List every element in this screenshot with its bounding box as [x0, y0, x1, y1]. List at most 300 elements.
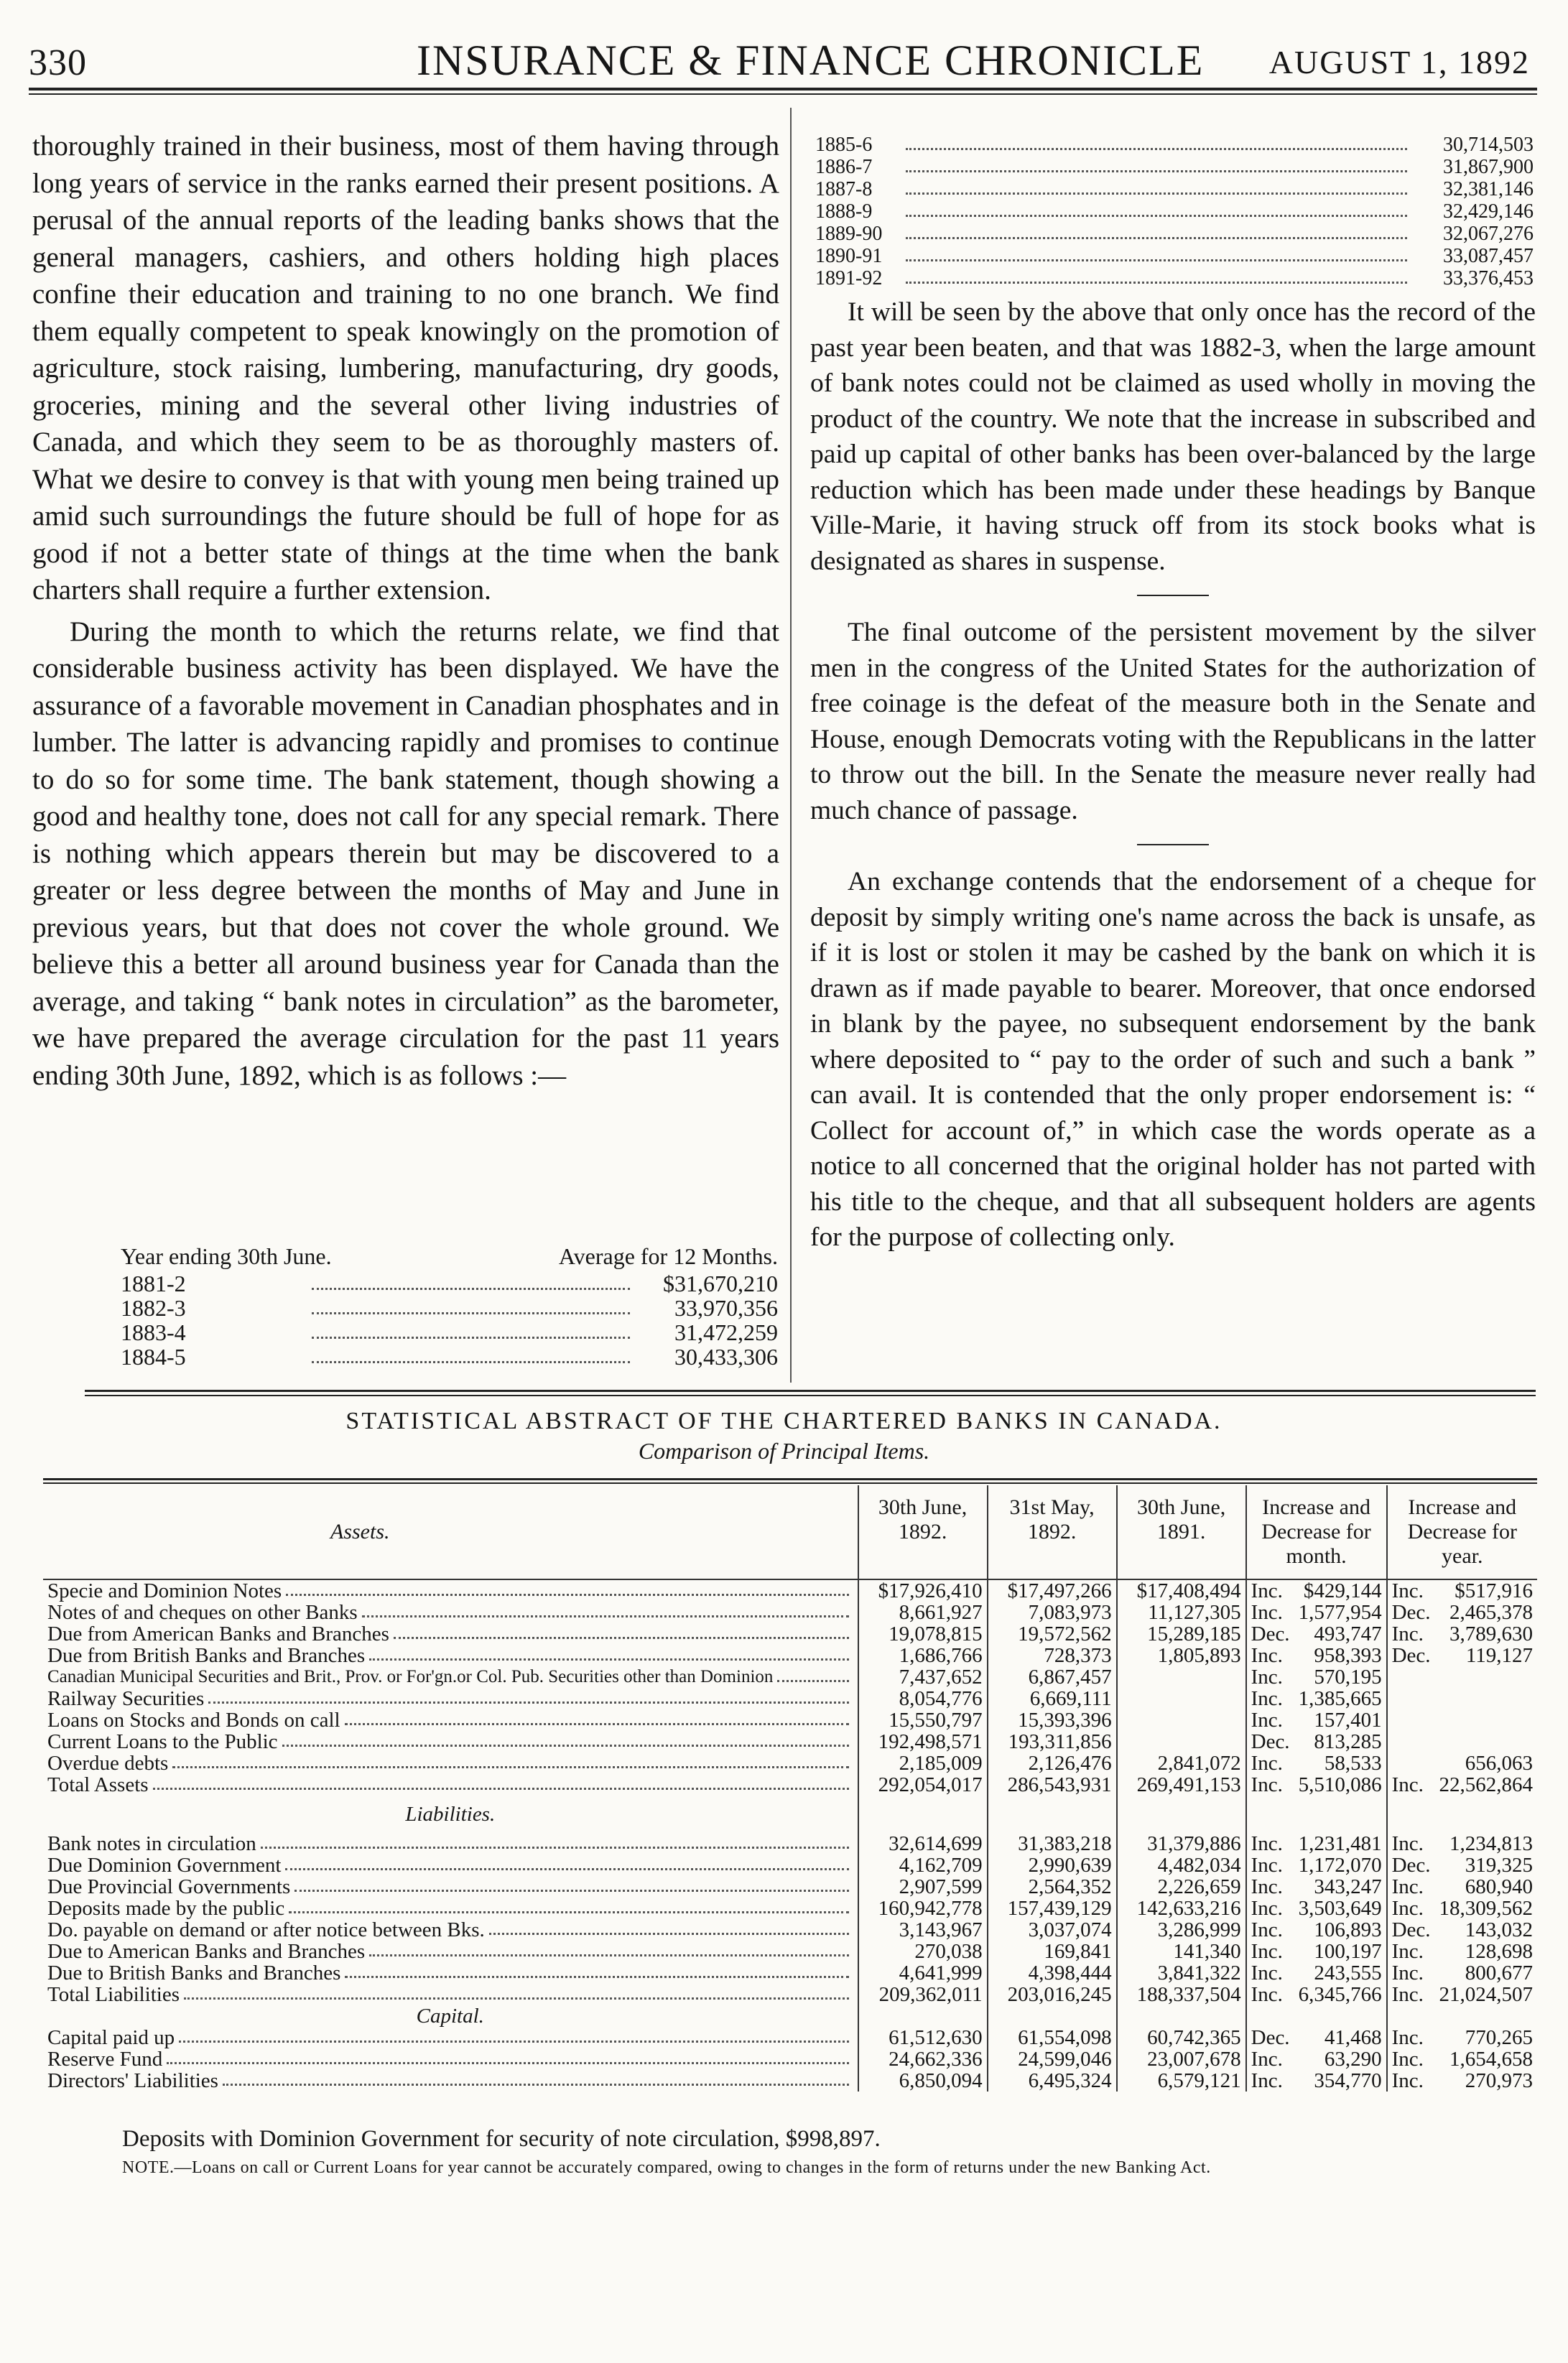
row-label-text: Due from British Banks and Branches: [47, 1644, 366, 1667]
value-cell: 169,841: [988, 1941, 1117, 1962]
right-paragraph-1: It will be seen by the above that only once has the record of the past year been beaten, and that was 1882-3, when the large amount of bank notes could not be claimed as used wholly in moving the product of the country. We note that the increase in subscribed and paid up capital of other banks has been over-balanced by the large reduction which has been made under these headings by Banque Ville-Marie, it having struck off from its stock books what is designated as shares in suspense.: [810, 297, 1536, 576]
avg-year: 1888-9: [815, 200, 873, 223]
value-cell: 2,841,072: [1117, 1752, 1246, 1774]
year-change-value: [1435, 1731, 1538, 1752]
month-change-value: 1,231,481: [1298, 1832, 1382, 1855]
row-label-text: Due Provincial Governments: [47, 1875, 291, 1898]
table-row: [43, 1941, 1537, 1962]
value-cell: [1117, 1688, 1246, 1709]
section-row: [43, 1796, 1537, 1833]
value-cell: 141,340: [1117, 1941, 1246, 1962]
avg-year: 1889-90: [815, 223, 883, 245]
leader-dots: [167, 2048, 848, 2064]
month-change-value: 41,468: [1324, 2026, 1382, 2049]
month-change-indicator: Dec.: [1246, 2027, 1294, 2048]
row-label-text: Current Loans to the Public: [47, 1730, 278, 1753]
deposits-note: Deposits with Dominion Government for security of note circulation, $998,897.: [122, 2126, 881, 2152]
value-cell: 1,805,893: [1117, 1645, 1246, 1666]
row-label-text: Due to American Banks and Branches: [47, 1940, 366, 1963]
row-label: [43, 1941, 858, 1962]
average-row: [121, 1271, 778, 1296]
month-change-value: 243,555: [1314, 1962, 1382, 1984]
statistics-table-body: [43, 1579, 1537, 2092]
year-change-indicator: Inc.: [1387, 1941, 1435, 1962]
month-change-indicator: Dec.: [1246, 1731, 1294, 1752]
value-cell: 15,550,797: [858, 1709, 988, 1731]
year-change-indicator: Inc.: [1387, 2027, 1435, 2048]
value-cell: 19,572,562: [988, 1623, 1117, 1645]
value-cell: 11,127,305: [1117, 1602, 1246, 1623]
value-cell: 7,437,652: [858, 1666, 988, 1688]
average-row: [815, 267, 1534, 289]
leader-dots: [369, 1941, 848, 1956]
value-cell: 15,393,396: [988, 1709, 1117, 1731]
row-label: [43, 1666, 858, 1688]
row-label-text: Directors' Liabilities: [47, 2069, 218, 2092]
value-cell: 2,185,009: [858, 1752, 988, 1774]
section-heading: Capital.: [416, 2005, 484, 2028]
value-cell: 6,867,457: [988, 1666, 1117, 1688]
average-header: Average for 12 Months.: [558, 1243, 778, 1269]
value-cell: 2,226,659: [1117, 1876, 1246, 1898]
table-top-rule: [43, 1478, 1537, 1480]
month-change-indicator: Inc.: [1246, 1579, 1294, 1602]
leader-dots: [906, 223, 1407, 239]
issue-date: AUGUST 1, 1892: [1268, 44, 1530, 80]
value-cell: 6,669,111: [988, 1688, 1117, 1709]
month-change-value: 63,290: [1324, 2048, 1382, 2071]
value-cell: 193,311,856: [988, 1731, 1117, 1752]
row-label-text: Reserve Fund: [47, 2048, 163, 2071]
month-change-value: 5,510,086: [1298, 1773, 1382, 1796]
empty-cell: [1246, 2005, 1387, 2027]
month-change-indicator: Inc.: [1246, 1602, 1294, 1623]
header-rule-thin: [29, 93, 1537, 95]
statistics-title: STATISTICAL ABSTRACT OF THE CHARTERED BANKS IN CANADA.: [345, 1408, 1223, 1434]
year-change-indicator: Inc.: [1387, 1898, 1435, 1919]
month-change-value: 958,393: [1314, 1644, 1382, 1667]
section-separator: [1137, 595, 1209, 596]
avg-year: 1884-5: [121, 1344, 186, 1370]
leader-dots: [312, 1320, 630, 1339]
leader-dots: [286, 1580, 848, 1596]
value-cell: 32,614,699: [858, 1833, 988, 1854]
leader-dots: [179, 2027, 848, 2043]
leader-dots: [184, 1984, 849, 2000]
year-change-indicator: Inc.: [1387, 1962, 1435, 1984]
row-label: [43, 1731, 858, 1752]
year-change-indicator: [1387, 1731, 1435, 1752]
leader-dots: [345, 1962, 848, 1978]
table-row: [43, 1709, 1537, 1731]
row-label-text: Loans on Stocks and Bonds on call: [47, 1709, 340, 1732]
table-row: [43, 1731, 1537, 1752]
year-change-value: 1,234,813: [1449, 1832, 1533, 1855]
year-change-indicator: Inc.: [1387, 1984, 1435, 2005]
assets-header: Assets.: [330, 1520, 390, 1543]
value-cell: 61,554,098: [988, 2027, 1117, 2048]
year-change-value: 1,654,658: [1449, 2048, 1533, 2071]
avg-year: 1881-2: [121, 1271, 186, 1296]
leader-dots: [777, 1666, 848, 1682]
leader-dots: [906, 134, 1407, 150]
leader-dots: [312, 1296, 630, 1314]
year-change-indicator: Dec.: [1387, 1645, 1435, 1666]
row-label-text: Due to British Banks and Branches: [47, 1962, 341, 1984]
table-row: [43, 1688, 1537, 1709]
year-ending-header: Year ending 30th June.: [121, 1243, 332, 1269]
row-label-text: Total Liabilities: [47, 1983, 180, 2006]
leader-dots: [153, 1774, 849, 1790]
month-change-indicator: Inc.: [1246, 1709, 1294, 1731]
row-label: [43, 2070, 858, 2092]
value-cell: 157,439,129: [988, 1898, 1117, 1919]
empty-cell: [1387, 2005, 1537, 2027]
table-top-rule-thin: [43, 1482, 1537, 1484]
month-change-value: 354,770: [1314, 2069, 1382, 2092]
year-change-indicator: Inc.: [1387, 2070, 1435, 2092]
month-change-indicator: Dec.: [1246, 1623, 1294, 1645]
value-cell: 15,289,185: [1117, 1623, 1246, 1645]
year-change-value: [1435, 1709, 1538, 1731]
value-cell: 24,662,336: [858, 2048, 988, 2070]
year-change-value: 3,789,630: [1449, 1622, 1533, 1645]
col-header-year-change: Increase and Decrease for year.: [1387, 1485, 1537, 1579]
avg-value: 31,867,900: [1443, 156, 1534, 178]
value-cell: 3,143,967: [858, 1919, 988, 1941]
row-label-text: Bank notes in circulation: [47, 1832, 256, 1855]
leader-dots: [289, 1898, 848, 1913]
section-rule: [85, 1390, 1536, 1392]
table-row: [43, 1645, 1537, 1666]
value-cell: 3,841,322: [1117, 1962, 1246, 1984]
value-cell: 1,686,766: [858, 1645, 988, 1666]
average-row: [815, 156, 1534, 178]
value-cell: 24,599,046: [988, 2048, 1117, 2070]
value-cell: 160,942,778: [858, 1898, 988, 1919]
row-label: [43, 1623, 858, 1645]
table-row: [43, 1919, 1537, 1941]
row-label-text: Notes of and cheques on other Banks: [47, 1601, 358, 1624]
value-cell: 19,078,815: [858, 1623, 988, 1645]
year-change-value: [1435, 1666, 1538, 1688]
value-cell: 6,495,324: [988, 2070, 1117, 2092]
month-change-indicator: Inc.: [1246, 1833, 1294, 1854]
row-label: [43, 2027, 858, 2048]
leader-dots: [345, 1709, 849, 1725]
year-change-indicator: [1387, 1666, 1435, 1688]
avg-value: 33,376,453: [1443, 267, 1534, 289]
month-change-indicator: Inc.: [1246, 1941, 1294, 1962]
table-row: [43, 2070, 1537, 2092]
section-rule-thin: [85, 1395, 1536, 1396]
table-row: [43, 1962, 1537, 1984]
value-cell: 286,543,931: [988, 1774, 1117, 1796]
year-change-indicator: [1387, 1752, 1435, 1774]
value-cell: 192,498,571: [858, 1731, 988, 1752]
value-cell: 209,362,011: [858, 1984, 988, 2005]
publication-title: INSURANCE & FINANCE CHRONICLE: [417, 37, 1205, 84]
table-row: [43, 1854, 1537, 1876]
value-cell: 728,373: [988, 1645, 1117, 1666]
empty-cell: [1117, 2005, 1246, 2027]
year-change-value: 270,973: [1465, 2069, 1533, 2092]
row-label-text: Capital paid up: [47, 2026, 175, 2049]
average-row: [815, 200, 1534, 223]
empty-cell: [988, 2005, 1117, 2027]
row-label: [43, 1962, 858, 1984]
avg-value: 32,429,146: [1443, 200, 1534, 223]
value-cell: 61,512,630: [858, 2027, 988, 2048]
value-cell: 2,564,352: [988, 1876, 1117, 1898]
leader-dots: [362, 1602, 849, 1617]
footnote: NOTE.—Loans on call or Current Loans for year cannot be accurately compared, owing to changes in the form of returns under the new Banking Act.: [122, 2158, 1211, 2177]
value-cell: 23,007,678: [1117, 2048, 1246, 2070]
month-change-indicator: Inc.: [1246, 1688, 1294, 1709]
average-row: [815, 223, 1534, 245]
col-header-june-1892: 30th June, 1892.: [858, 1485, 988, 1579]
value-cell: 31,379,886: [1117, 1833, 1246, 1854]
average-row: [121, 1345, 778, 1369]
year-change-value: 680,940: [1465, 1875, 1533, 1898]
leader-dots: [312, 1345, 630, 1363]
avg-year: 1887-8: [815, 178, 873, 200]
avg-value: 31,472,259: [674, 1319, 778, 1345]
year-change-value: 319,325: [1465, 1854, 1533, 1877]
month-change-value: 106,893: [1314, 1918, 1382, 1941]
col-header-month-change: Increase and Decrease for month.: [1246, 1485, 1387, 1579]
month-change-value: 493,747: [1314, 1622, 1382, 1645]
leader-dots: [906, 178, 1407, 195]
leader-dots: [282, 1731, 849, 1747]
year-change-value: 22,562,864: [1439, 1773, 1533, 1796]
row-label: [43, 1854, 858, 1876]
header-rule: [29, 88, 1537, 90]
value-cell: 7,083,973: [988, 1602, 1117, 1623]
month-change-value: 1,577,954: [1298, 1601, 1382, 1624]
value-cell: 142,633,216: [1117, 1898, 1246, 1919]
year-change-value: 18,309,562: [1439, 1897, 1533, 1920]
row-label-text: Specie and Dominion Notes: [47, 1579, 282, 1602]
value-cell: 3,037,074: [988, 1919, 1117, 1941]
year-change-indicator: Inc.: [1387, 1623, 1435, 1645]
row-label-text: Railway Securities: [47, 1687, 205, 1710]
row-label: [43, 1919, 858, 1941]
year-change-indicator: Inc.: [1387, 1833, 1435, 1854]
right-column: [810, 294, 1536, 1255]
column-divider: [790, 108, 792, 1383]
month-change-value: 343,247: [1314, 1875, 1382, 1898]
leader-dots: [489, 1919, 849, 1935]
value-cell: 8,054,776: [858, 1688, 988, 1709]
row-label: [43, 1688, 858, 1709]
year-change-value: 770,265: [1465, 2026, 1533, 2049]
avg-year: 1882-3: [121, 1295, 186, 1321]
row-label: [43, 1752, 858, 1774]
avg-value: 32,381,146: [1443, 178, 1534, 200]
average-row: [815, 245, 1534, 267]
right-paragraph-2: The final outcome of the persistent movement by the silver men in the congress of the United States for the authorization of free coinage is the defeat of the measure both in the Senate and House, enough Democrats voting with the Republicans in the latter to throw out the bill. In the Senate the measure never really had much chance of passage.: [810, 618, 1536, 825]
avg-value: 32,067,276: [1443, 223, 1534, 245]
value-cell: $17,497,266: [988, 1579, 1117, 1602]
year-change-value: 128,698: [1465, 1940, 1533, 1963]
value-cell: 60,742,365: [1117, 2027, 1246, 2048]
leader-dots: [208, 1688, 848, 1704]
month-change-value: 157,401: [1314, 1709, 1382, 1732]
avg-value: $31,670,210: [663, 1271, 778, 1296]
month-change-value: 570,195: [1314, 1666, 1382, 1689]
leader-dots: [394, 1623, 849, 1639]
table-row: [43, 1602, 1537, 1623]
month-change-indicator: Inc.: [1246, 1774, 1294, 1796]
month-change-indicator: Inc.: [1246, 1876, 1294, 1898]
leader-dots: [294, 1876, 848, 1892]
row-label: [43, 2048, 858, 2070]
section-row: [43, 2005, 1537, 2027]
year-change-indicator: Inc.: [1387, 1876, 1435, 1898]
average-table-header: [121, 1244, 778, 1268]
year-change-indicator: Inc.: [1387, 1579, 1435, 1602]
leader-dots: [312, 1271, 630, 1290]
year-change-indicator: [1387, 1688, 1435, 1709]
table-row: [43, 1984, 1537, 2005]
year-change-indicator: Dec.: [1387, 1602, 1435, 1623]
row-label: [43, 1579, 858, 1602]
value-cell: 270,038: [858, 1941, 988, 1962]
month-change-indicator: Inc.: [1246, 2070, 1294, 2092]
row-label: [43, 1984, 858, 2005]
value-cell: 203,016,245: [988, 1984, 1117, 2005]
empty-cell: [858, 1796, 988, 1833]
row-label: [43, 1602, 858, 1623]
avg-value: 30,714,503: [1443, 134, 1534, 156]
month-change-value: 100,197: [1314, 1940, 1382, 1963]
year-change-value: $517,916: [1455, 1579, 1533, 1602]
month-change-indicator: Inc.: [1246, 1645, 1294, 1666]
value-cell: 2,907,599: [858, 1876, 988, 1898]
value-cell: 4,398,444: [988, 1962, 1117, 1984]
page-number: 330: [29, 42, 87, 83]
empty-cell: [988, 1796, 1117, 1833]
avg-year: 1886-7: [815, 156, 873, 178]
row-label-text: Overdue debts: [47, 1752, 169, 1775]
row-label-text: Deposits made by the public: [47, 1897, 285, 1920]
value-cell: 292,054,017: [858, 1774, 988, 1796]
table-row: [43, 1579, 1537, 1602]
month-change-value: 813,285: [1314, 1730, 1382, 1753]
month-change-value: 1,385,665: [1298, 1687, 1382, 1710]
year-change-value: [1435, 1688, 1538, 1709]
avg-value: 30,433,306: [674, 1344, 778, 1370]
value-cell: 2,126,476: [988, 1752, 1117, 1774]
value-cell: 31,383,218: [988, 1833, 1117, 1854]
average-circulation-table: [121, 1244, 778, 1369]
empty-cell: [858, 2005, 988, 2027]
row-label-text: Canadian Municipal Securities and Brit., Prov. or For'gn.or Col. Pub. Securities other than Dominion: [47, 1667, 774, 1686]
month-change-indicator: Inc.: [1246, 1666, 1294, 1688]
empty-cell: [1387, 1796, 1537, 1833]
month-change-indicator: Inc.: [1246, 1984, 1294, 2005]
left-paragraph-1: thoroughly trained in their business, most of them having through long years of service in the ranks earned their present positions. A perusal of the annual reports of the leading banks shows that the general managers, cashiers, and others holding high places confine their education and training to no one branch. We find them equally competent to speak knowingly on the promotion of agriculture, stock raising, lumbering, manufacturing, dry goods, groceries, mining and the several other living industries of Canada, and which they seem to be as thoroughly masters of. What we desire to convey is that with young men being trained up amid such surroundings the future should be full of hope for as good if not a better state of things at the time when the bank charters shall require a further extension.: [32, 131, 779, 605]
year-change-indicator: Inc.: [1387, 2048, 1435, 2070]
leader-dots: [906, 200, 1407, 217]
row-label-text: Total Assets: [47, 1773, 149, 1796]
row-label: [43, 1876, 858, 1898]
value-cell: [1117, 1731, 1246, 1752]
statistics-table: [43, 1485, 1537, 2092]
table-row: [43, 1623, 1537, 1645]
leader-dots: [369, 1645, 848, 1661]
row-label: [43, 1774, 858, 1796]
row-label: [43, 1898, 858, 1919]
average-row: [815, 134, 1534, 156]
leader-dots: [261, 1833, 849, 1849]
month-change-indicator: Inc.: [1246, 1752, 1294, 1774]
table-row: [43, 1833, 1537, 1854]
leader-dots: [906, 156, 1407, 172]
year-change-indicator: Dec.: [1387, 1919, 1435, 1941]
month-change-indicator: Inc.: [1246, 1962, 1294, 1984]
average-circulation-continued: [815, 134, 1534, 289]
table-row: [43, 1876, 1537, 1898]
leader-dots: [223, 2070, 849, 2086]
empty-cell: [1246, 1796, 1387, 1833]
value-cell: 2,990,639: [988, 1854, 1117, 1876]
avg-year: 1883-4: [121, 1319, 186, 1345]
year-change-indicator: Dec.: [1387, 1854, 1435, 1876]
month-change-value: 1,172,070: [1298, 1854, 1382, 1877]
average-row: [121, 1296, 778, 1320]
year-change-value: 143,032: [1465, 1918, 1533, 1941]
average-row: [121, 1320, 778, 1345]
value-cell: $17,926,410: [858, 1579, 988, 1602]
row-label: [43, 1709, 858, 1731]
table-row: [43, 2027, 1537, 2048]
year-change-value: 800,677: [1465, 1962, 1533, 1984]
month-change-value: 6,345,766: [1298, 1983, 1382, 2006]
table-row: [43, 1752, 1537, 1774]
value-cell: [1117, 1666, 1246, 1688]
month-change-indicator: Inc.: [1246, 1898, 1294, 1919]
section-heading: Liabilities.: [405, 1803, 496, 1826]
month-change-indicator: Inc.: [1246, 1919, 1294, 1941]
left-column: [32, 128, 779, 1094]
year-change-indicator: [1387, 1709, 1435, 1731]
month-change-indicator: Inc.: [1246, 2048, 1294, 2070]
right-paragraph-3: An exchange contends that the endorsement of a cheque for deposit by simply writing one's name across the back is unsafe, as if it is lost or stolen it may be cashed by the bank on which it is drawn as if made payable to bearer. Moreover, that once endorsed in blank by the payee, no subsequent endorsement by the bank where deposited to “ pay to the order of such and such a bank ” can avail. It is contended that the only proper endorsement is: “ Collect for account of,” in which case the words operate as a notice to all concerned that the original holder has not parted with his title to the cheque, and that all subsequent holders are agents for the purpose of collecting only.: [810, 867, 1536, 1252]
month-change-value: 58,533: [1324, 1752, 1382, 1775]
value-cell: 4,641,999: [858, 1962, 988, 1984]
value-cell: $17,408,494: [1117, 1579, 1246, 1602]
value-cell: 4,162,709: [858, 1854, 988, 1876]
row-label-text: Do. payable on demand or after notice between Bks.: [47, 1918, 485, 1941]
month-change-indicator: Inc.: [1246, 1854, 1294, 1876]
avg-year: 1891-92: [815, 267, 883, 289]
month-change-value: 3,503,649: [1298, 1897, 1382, 1920]
leader-dots: [906, 245, 1407, 261]
left-paragraph-2: During the month to which the returns relate, we find that considerable business activity has been displayed. We have the assurance of a favorable movement in Canadian phosphates and in lumber. The latter is advancing rapidly and promises to continue to do so for some time. The bank statement, though showing a good and healthy tone, does not call for any special remark. There is nothing which appears therein but may be discovered to a greater or less degree between the months of May and June in previous years, but that does not cover the whole ground. We believe this a better all around business year for Canada than the average, and taking “ bank notes in circulation” as the barometer, we have prepared the average circulation for the past 11 years ending 30th June, 1892, which is as follows :—: [32, 616, 779, 1091]
year-change-value: 2,465,378: [1449, 1601, 1533, 1624]
table-row: [43, 1774, 1537, 1796]
leader-dots: [906, 267, 1407, 284]
section-separator: [1137, 844, 1209, 845]
row-label-text: Due Dominion Government: [47, 1854, 282, 1877]
month-change-value: $429,144: [1303, 1579, 1382, 1602]
value-cell: 6,850,094: [858, 2070, 988, 2092]
row-label-text: Due from American Banks and Branches: [47, 1622, 389, 1645]
table-row: [43, 2048, 1537, 2070]
value-cell: 3,286,999: [1117, 1919, 1246, 1941]
